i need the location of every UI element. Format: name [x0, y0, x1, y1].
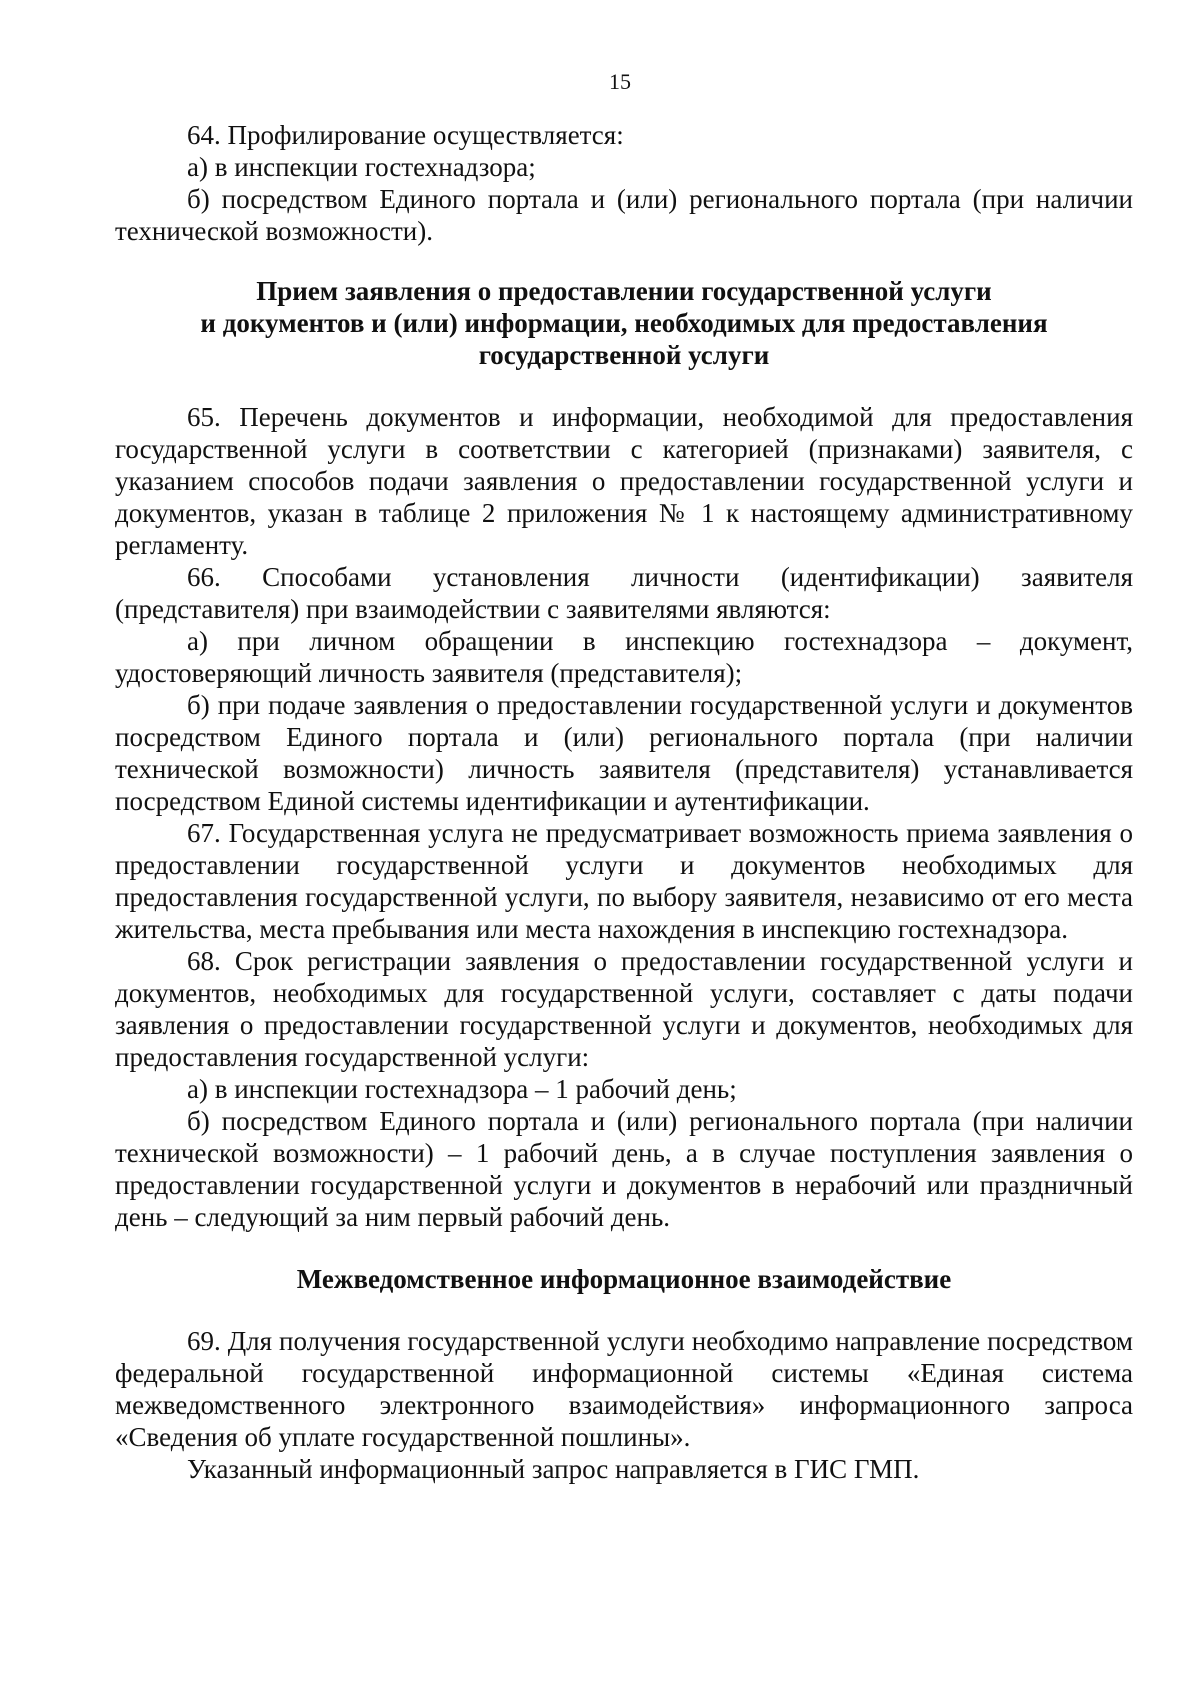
paragraph-68-item-a: а) в инспекции гостехнадзора – 1 рабочий день; — [187, 1074, 737, 1104]
paragraph-69: 69. Для получения государственной услуги необходимо направление посредством федеральной государственной информационной системы «Единая система межведомственного электронного взаимодействия» информационного запроса «Сведения об уплате государственной пошлины». — [115, 1326, 1133, 1452]
heading-line: государственной услуги — [478, 340, 770, 370]
section-heading-interagency: Межведомственное информационное взаимодействие — [296, 1264, 952, 1294]
paragraph-64-intro: 64. Профилирование осуществляется: — [187, 120, 624, 150]
paragraph-66-item-a: а) при личном обращении в инспекцию гостехнадзора – документ, удостоверяющий личность заявителя (представителя); — [115, 626, 1133, 688]
document-body — [115, 119, 1133, 1485]
heading-line: и документов и (или) информации, необходимых для предоставления — [200, 308, 1048, 338]
paragraph-65: 65. Перечень документов и информации, необходимой для предоставления государственной услуги в соответствии с категорией (признаками) заявителя, с указанием способов подачи заявления о предоставлении государственной услуги и документов, указан в таблице 2 приложения № 1 к настоящему административному регламенту. — [115, 402, 1133, 560]
paragraph-69-note: Указанный информационный запрос направляется в ГИС ГМП. — [187, 1454, 920, 1484]
paragraph-68-item-b: б) посредством Единого портала и (или) регионального портала (при наличии технической возможности) – 1 рабочий день, а в случае поступления заявления о предоставлении государственной услуги и документов в нерабочий или праздничный день – следующий за ним первый рабочий день. — [115, 1106, 1133, 1232]
paragraph-66-intro: 66. Способами установления личности (идентификации) заявителя (представителя) при взаимодействии с заявителями являются: — [115, 562, 1133, 624]
heading-line: Прием заявления о предоставлении государственной услуги — [256, 276, 992, 306]
paragraph-64-item-a: а) в инспекции гостехнадзора; — [187, 152, 536, 182]
paragraph-67: 67. Государственная услуга не предусматривает возможность приема заявления о предоставлении государственной услуги и документов необходимых для предоставления государственной услуги, по выбору заявителя, независимо от его места жительства, места пребывания или места нахождения в инспекцию гостехнадзора. — [115, 818, 1133, 944]
paragraph-66-item-b: б) при подаче заявления о предоставлении государственной услуги и документов посредством Единого портала и (или) регионального портала (при наличии технической возможности) личность заявителя (представителя) устанавливается посредством Единой системы идентификации и аутентификации. — [115, 690, 1133, 816]
section-heading-application-intake — [115, 275, 1133, 371]
paragraph-64-item-b: б) посредством Единого портала и (или) регионального портала (при наличии технической возможности). — [115, 184, 1133, 246]
paragraph-68-intro: 68. Срок регистрации заявления о предоставлении государственной услуги и документов, необходимых для государственной услуги, составляет с даты подачи заявления о предоставлении государственной услуги и документов, необходимых для предоставления государственной услуги: — [115, 946, 1133, 1072]
page-number: 15 — [609, 69, 631, 94]
